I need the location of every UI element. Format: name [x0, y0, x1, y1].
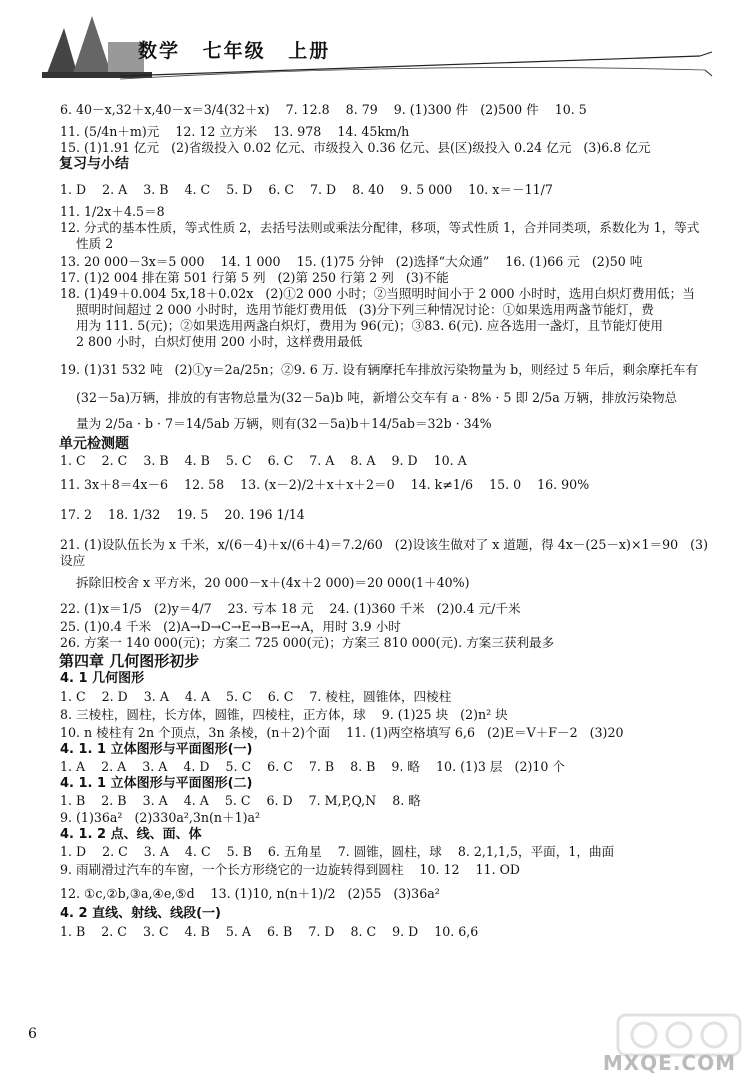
- answer-line: 1. C 2. C 3. B 4. B 5. C 6. C 7. A 8. A 9. D 10. A: [60, 453, 467, 468]
- answer-line: 1. C 2. D 3. A 4. A 5. C 6. C 7. 棱柱，圆锥体，四棱柱: [60, 689, 452, 704]
- answer-line: 18. (1)49＋0.004 5x,18＋0.02x (2)①2 000 小时；②当照明时间小于 2 000 小时时，选用白炽灯费用低；当: [60, 286, 695, 301]
- answer-line: 1. A 2. A 3. A 4. D 5. C 6. C 7. B 8. B 9. 略 10. (1)3 层 (2)10 个: [60, 759, 565, 774]
- answer-line: 量为 2/5a · b · 7＝14/5ab 万辆，则有(32－5a)b＋14/5ab＝32b · 34%: [60, 416, 492, 431]
- page-header: [0, 0, 750, 90]
- answer-line: 9. 雨刷滑过汽车的车窗，一个长方形绕它的一边旋转得到圆柱 10. 12 11. OD: [60, 862, 520, 877]
- answer-line: 22. (1)x＝1/5 (2)y＝4/7 23. 亏本 18 元 24. (1)360 千米 (2)0.4 元/千米: [60, 601, 521, 616]
- answer-line: 13. 20 000－3x＝5 000 14. 1 000 15. (1)75 分钟 (2)选择“大众通” 16. (1)66 元 (2)50 吨: [60, 254, 643, 269]
- answer-line: 15. (1)1.91 亿元 (2)省级投入 0.02 亿元、市级投入 0.36 亿元、县(区)级投入 0.24 亿元 (3)6.8 亿元: [60, 140, 651, 155]
- header-grade: 七年级: [202, 40, 266, 62]
- answer-line: 1. D 2. A 3. B 4. C 5. D 6. C 7. D 8. 40 9. 5 000 10. x＝－11/7: [60, 182, 553, 197]
- chapter-heading: 第四章 几何图形初步: [59, 652, 200, 670]
- answer-line: 用为 111. 5(元)；②如果选用两盏白炽灯，费用为 96(元)；③83. 6(元). 应各选用一盏灯，且节能灯使用: [60, 318, 664, 333]
- answer-content: [60, 92, 720, 940]
- answer-line: 10. n 棱柱有 2n 个顶点，3n 条棱，(n＋2)个面 11. (1)两空格填写 6,6 (2)E＝V＋F－2 (3)20: [60, 725, 624, 740]
- answer-line: 11. (5/4n＋m)元 12. 12 立方米 13. 978 14. 45km/h: [60, 124, 410, 139]
- answer-line: 1. D 2. C 3. A 4. C 5. B 6. 五角星 7. 圆锥，圆柱，球 8. 2,1,1,5，平面，1，曲面: [60, 844, 615, 859]
- header-subject: 数学: [138, 40, 181, 62]
- answer-line: 1. B 2. B 3. A 4. A 5. C 6. D 7. M,P,Q,N 8. 略: [60, 793, 421, 808]
- answer-line: 12. 分式的基本性质，等式性质 2，去括号法则或乘法分配律，移项，等式性质 1，合并同类项，系数化为 1，等式: [60, 220, 700, 235]
- answer-line: 11. 1/2x＋4.5＝8: [60, 204, 165, 219]
- answer-line: 17. (1)2 004 排在第 501 行第 5 列 (2)第 250 行第 2 列 (3)不能: [60, 270, 449, 285]
- answer-line: 8. 三棱柱，圆柱，长方体，圆锥，四棱柱，正方体，球 9. (1)25 块 (2)n² 块: [60, 707, 508, 722]
- answer-line: 19. (1)31 532 吨 (2)①y＝2a/25n；②9. 6 万. 设有辆摩托车排放污染物量为 b，则经过 5 年后，剩余摩托车有: [60, 362, 698, 377]
- sub-heading: 4. 1. 1 立体图形与平面图形(一): [60, 742, 253, 757]
- header-rule: [0, 0, 750, 90]
- answer-line: 拆除旧校舍 x 平方米，20 000－x＋(4x＋2 000)＝20 000(1＋40%): [60, 575, 470, 590]
- answer-line: 11. 3x＋8＝4x－6 12. 58 13. (x－2)/2＋x＋x＋2＝0 14. k≠1/6 15. 0 16. 90%: [60, 477, 590, 492]
- sub-heading: 4. 2 直线、射线、线段(一): [60, 906, 221, 921]
- answer-line: 9. (1)36a² (2)330a²,3n(n＋1)a²: [60, 810, 261, 825]
- watermark-text: MXQE.COM: [602, 1051, 736, 1075]
- answer-line: 2 800 小时，白炽灯使用 200 小时，这样费用最低: [60, 334, 363, 349]
- header-volume: 上册: [288, 40, 331, 62]
- answer-line: 25. (1)0.4 千米 (2)A→D→C→E→B→E→A，用时 3.9 小时: [60, 619, 401, 634]
- answer-line: 26. 方案一 140 000(元)；方案二 725 000(元)；方案三 810 000(元). 方案三获利最多: [60, 635, 555, 650]
- sub-heading: 4. 1 几何图形: [60, 671, 145, 686]
- answer-line: 21. (1)设队伍长为 x 千米，x/(6－4)＋x/(6＋4)＝7.2/60 (2)设该生做对了 x 道题，得 4x－(25－x)×1＝90 (3)设应: [60, 537, 708, 568]
- page-number: 6: [28, 1026, 37, 1042]
- answer-line: 17. 2 18. 1/32 19. 5 20. 196 1/14: [60, 507, 305, 522]
- answer-line: (32－5a)万辆，排放的有害物总量为(32－5a)b 吨，新增公交车有 a · 8% · 5 即 2/5a 万辆，排放污染物总: [60, 390, 678, 405]
- section-heading: 复习与小结: [59, 156, 129, 172]
- sub-heading: 4. 1. 1 立体图形与平面图形(二): [60, 776, 253, 791]
- answer-line: 性质 2: [60, 236, 114, 251]
- section-heading: 单元检测题: [59, 436, 129, 452]
- answer-line: 1. B 2. C 3. C 4. B 5. A 6. B 7. D 8. C 9. D 10. 6,6: [60, 924, 479, 939]
- answer-line: 6. 40－x,32＋x,40－x＝3/4(32＋x) 7. 12.8 8. 79 9. (1)300 件 (2)500 件 10. 5: [60, 102, 587, 117]
- answer-line: 照明时间超过 2 000 小时时，选用节能灯费用低 (3)分下列三种情况讨论：①如果选用两盏节能灯，费: [60, 302, 654, 317]
- sub-heading: 4. 1. 2 点、线、面、体: [60, 827, 202, 842]
- answer-line: 12. ①c,②b,③a,④e,⑤d 13. (1)10, n(n＋1)/2 (2)55 (3)36a²: [60, 886, 440, 901]
